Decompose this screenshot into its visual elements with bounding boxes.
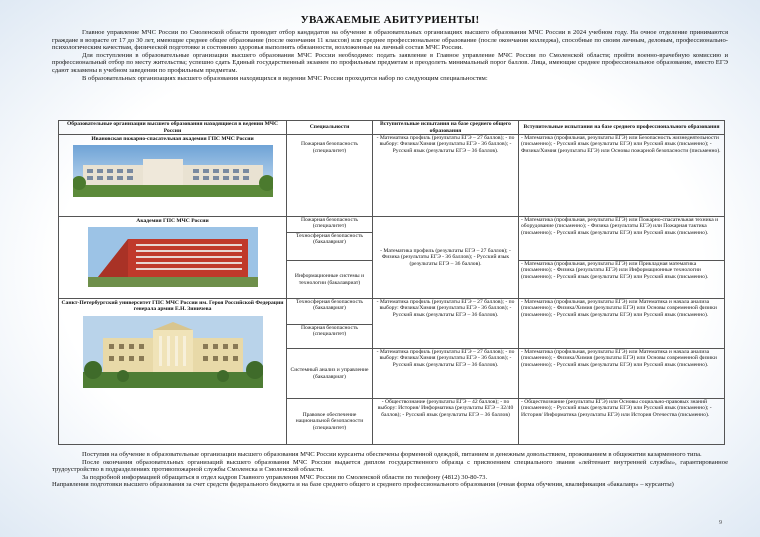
academy-cell-spb [59,299,287,445]
academy-photo-gps [88,227,258,287]
specialty-cell: Пожарная безопасность (специалитет) [287,217,373,233]
outro-paragraph: Направления подготовки высшего образования за счет средств федерального бюджета и на базе среднего общего и среднего профессионального образования (очная форма обучения, квалификация «бакалавр» – курсанты) [52,481,674,489]
outro-paragraph: После окончания образовательных организаций высшего образования МЧС России выдается диплом государственного образца с присвоением специального звания «лейтенант внутренней службы», гарантированное трудоустройство в подразделениях противопожарной службы Смоленска и Смоленской области. [52,458,728,474]
header-exams-general: Вступительные испытания на базе среднего общего образования [373,121,519,135]
specialty-name: Пожарная безопасность (специалитет) [301,141,358,154]
specialty-name: Информационные системы и технологии (бакалавриат) [294,273,365,286]
exams-general-cell: - Математика профиль (результаты ЕГЭ – 27 баллов); - по выбору: Физика/Химия (результаты ЕГЭ - 36 баллов); - Русский язык (результаты ЕГЭ – 36 баллов). [373,299,519,349]
intro-paragraph: Главное управление МЧС России по Смоленской области проводит отбор кандидатов на обучение в образовательных организациях высшего образования МЧС России в 2024 учебном году. На очное отделение принимаются граждане в возрасте от 17 до 30 лет, имеющие среднее общее образование (после окончания 11 классов) или среднее профессиональное образование (после окончания колледжа), способные по своим личным, деловым, профессионально-психологическим качествам, физической подготовке и состоянию здоровья выполнять обязанности, возложенные на личный состав МЧС России. [52,29,728,52]
specialty-cell [287,135,373,217]
page-number: 9 [719,520,722,526]
exams-prof-cell: - Математика (профильная, результаты ЕГЭ) или Математика и начала анализа (письменно); - Физика/Химия (результаты ЕГЭ) или Основы современной физики (письменно); - Русский язык (результаты ЕГЭ) или Русский язык (письменно). [519,349,725,399]
table-row [59,299,725,325]
intro-paragraph: Для поступления в образовательные организации высшего образования МЧС России необходимо: подать заявление в Главное управление МЧС России по Смоленской области; пройти военно-врачебную комиссию и профессиональный отбор по месту жительства; успешно сдать Единый государственный экзамен по профильным предметам и преодолеть минимальный порог баллов. Лица, имеющие среднее профессиональное образование, вместо ЕГЭ сдают экзамены в учебном заведении по профильным предметам. [52,51,728,74]
intro-paragraph: В образовательных организациях высшего образования находящихся в ведении МЧС России проходится набор по следующим специальностям: [82,74,488,82]
outro-paragraph: Поступив на обучение в образовательные организации высшего образования МЧС России курсанты обеспечены форменной одеждой, питанием и денежным довольствием, проживанием в общежитии казарменного типа. [82,451,702,458]
exams-prof-cell: - Математика (профильная, результаты ЕГЭ) или Безопасность жизнедеятельности (письменно); - Русский язык (результаты ЕГЭ) или Русский язык (письменно); - Физика/Химия (результаты ЕГЭ) или Основы пожарной безопасности (письменно). [519,135,725,217]
academy-photo-spb [83,316,263,388]
academy-photo-ivanovo [73,145,273,197]
academy-name: Академия ГПС МЧС России [136,218,209,224]
specialty-name: Правовое обеспечение национальной безопасности (специалитет) [295,412,364,431]
specialty-name: Системный анализ и управление (бакалавриат) [290,367,369,380]
page-title: УВАЖАЕМЫЕ АБИТУРИЕНТЫ! [300,14,480,26]
academy-cell-gps [59,217,287,299]
document-sheet [52,14,728,528]
specialty-cell [287,261,373,299]
specialty-cell: Техносферная безопасность (бакалавриат) [287,299,373,325]
table-row [59,217,725,233]
exams-general-cell: - Математика профиль (результаты ЕГЭ – 27 баллов); - по выбору: Физика/Химия (результаты ЕГЭ - 36 баллов); - Русский язык (результаты ЕГЭ – 36 баллов). [373,349,519,399]
header-specialties: Специальности [287,121,373,135]
specialty-cell: Техносферная безопасность (бакалавриат) [287,233,373,261]
outro-section [52,451,728,489]
intro-section [52,29,728,82]
admissions-table [58,120,725,445]
table-row [59,135,725,217]
header-organization: Образовательные организации высшего образования находящиеся в ведении МЧС России [59,121,287,135]
exams-prof-cell: - Математика (профильная, результаты ЕГЭ) или Прикладная математика (письменно); - Физика (результаты ЕГЭ) или Информационные технологии (письменно); - Русский язык (результаты ЕГЭ) или Русский язык (письменно). [519,261,725,299]
header-exams-prof: Вступительные испытания на базе среднего профессионального образования [519,121,725,135]
specialty-cell: Пожарная безопасность (специалитет) [287,325,373,349]
table-header-row [59,121,725,135]
exams-general-cell [373,217,519,299]
academy-cell-ivanovo [59,135,287,217]
academy-name: Ивановская пожарно-спасательная академия ГПС МЧС России [91,136,254,142]
exams-prof-cell: - Обществознание (результаты ЕГЭ) или Основы социально-правовых знаний (письменно); - Русский язык (результаты ЕГЭ) или Русский язык (письменно); - История/ Информатика (результаты ЕГЭ) или История Отечества (письменно). [519,399,725,445]
exams-general-cell: - Обществознание (результаты ЕГЭ – 42 баллов); - по выбору: История/ Информатика (результаты ЕГЭ – 32/40 баллов); - Русский язык (результаты ЕГЭ – 36 баллов) [373,399,519,445]
outro-paragraph: За подробной информацией обращаться в отдел кадров Главного управления МЧС России по Смоленской области по телефону (4812) 30-80-73. [82,473,488,481]
specialty-cell [287,399,373,445]
exams-prof-cell: - Математика (профильная, результаты ЕГЭ) или Математика и начала анализа (письменно); - Физика/Химия (результаты ЕГЭ) или Основы современной физики (письменно); - Русский язык (результаты ЕГЭ) или Русский язык (письменно). [519,299,725,349]
exams-general-text: - Математика профиль (результаты ЕГЭ – 27 баллов); - Физика (результаты ЕГЭ - 36 баллов); - Русский язык (результаты ЕГЭ – 36 баллов). [380,248,511,267]
academy-name: Санкт-Петербургский университет ГПС МЧС России им. Героя Российской Федерации генерала армии Е.Н. Зиничева [61,300,284,313]
specialty-cell [287,349,373,399]
exams-general-cell: - Математика профиль (результаты ЕГЭ – 27 баллов); - по выбору: Физика/Химия (результаты ЕГЭ - 36 баллов); - Русский язык (результаты ЕГЭ – 36 баллов). [373,135,519,217]
exams-prof-cell: - Математика (профильная, результаты ЕГЭ) или Пожарно-спасательная техника и оборудование (письменно); - Физика (результаты ЕГЭ) или Пожарная тактика (письменно); - Русский язык (результаты ЕГЭ) или Русский язык (письменно). [519,217,725,261]
